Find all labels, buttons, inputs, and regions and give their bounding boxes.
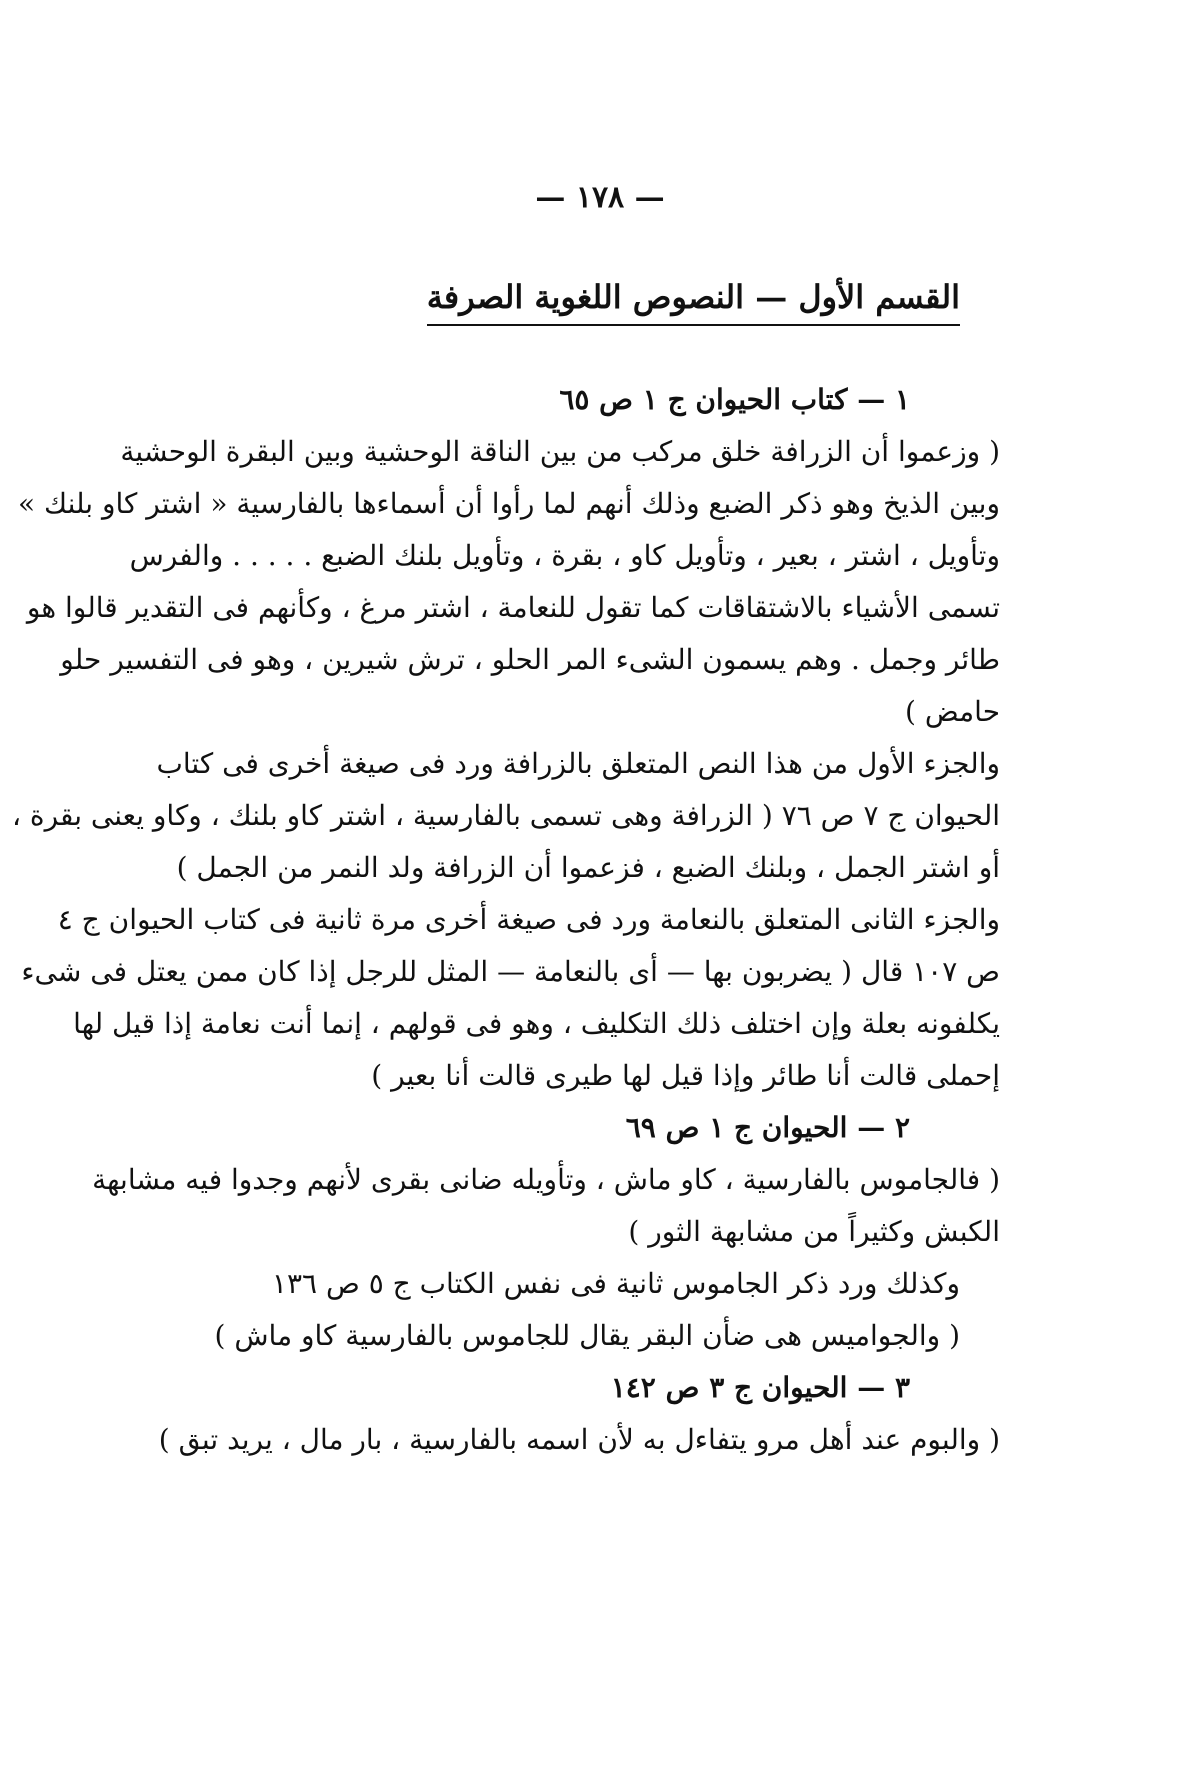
text-line: وبين الذيخ وهو ذكر الضبع وذلك أنهم لما رأوا أن أسماءها بالفارسية « اشتر كاو بلنك » [17, 487, 1000, 520]
text-line: ص ١٠٧ قال ( يضربون بها — أى بالنعامة — المثل للرجل إذا كان ممن يعتل فى شىء [21, 955, 1000, 988]
section-heading: القسم الأول — النصوص اللغوية الصرفة [427, 278, 960, 326]
text-line: والجزء الأول من هذا النص المتعلق بالزرافة ورد فى صيغة أخرى فى كتاب [156, 747, 1000, 780]
page-number: — ١٧٨ — [535, 180, 665, 215]
entry-title-3: ٣ — الحيوان ج ٣ ص ١٤٢ [610, 1371, 910, 1404]
entry-title-2: ٢ — الحيوان ج ١ ص ٦٩ [625, 1111, 910, 1144]
text-line: ( والجواميس هى ضأن البقر يقال للجاموس بالفارسية كاو ماش ) [214, 1319, 960, 1352]
text-line: ( والبوم عند أهل مرو يتفاءل به لأن اسمه بالفارسية ، بار مال ، يريد تبق ) [158, 1423, 1000, 1456]
text-line: الكبش وكثيراً من مشابهة الثور ) [628, 1215, 1000, 1248]
body-text [11, 374, 1000, 1466]
text-line: وكذلك ورد ذكر الجاموس ثانية فى نفس الكتاب ج ٥ ص ١٣٦ [271, 1267, 960, 1300]
text-line: حامض ) [905, 695, 1000, 728]
text-line: ( وزعموا أن الزرافة خلق مركب من بين الناقة الوحشية وبين البقرة الوحشية [120, 435, 1000, 468]
text-line: يكلفونه بعلة وإن اختلف ذلك التكليف ، وهو فى قولهم ، إنما أنت نعامة إذا قيل لها [73, 1007, 1000, 1040]
text-line: أو اشتر الجمل ، وبلنك الضبع ، فزعموا أن الزرافة ولد النمر من الجمل ) [176, 851, 1000, 884]
text-line: الحيوان ج ٧ ص ٧٦ ( الزرافة وهى تسمى بالفارسية ، اشتر كاو بلنك ، وكاو يعنى بقرة ، [11, 799, 1000, 832]
text-line: ( فالجاموس بالفارسية ، كاو ماش ، وتأويله ضانى بقرى لأنهم وجدوا فيه مشابهة [92, 1163, 1000, 1196]
text-line: تسمى الأشياء بالاشتقاقات كما تقول للنعامة ، اشتر مرغ ، وكأنهم فى التقدير قالوا هو [26, 591, 1000, 624]
text-line: والجزء الثانى المتعلق بالنعامة ورد فى صيغة أخرى مرة ثانية فى كتاب الحيوان ج ٤ [57, 903, 1000, 936]
text-line: إحملى قالت أنا طائر وإذا قيل لها طيرى قالت أنا بعير ) [371, 1059, 1000, 1092]
text-line: وتأويل ، اشتر ، بعير ، وتأويل كاو ، بقرة ، وتأويل بلنك الضبع . . . . . والفرس [129, 539, 1000, 572]
entry-title-1: ١ — كتاب الحيوان ج ١ ص ٦٥ [559, 383, 910, 416]
text-line: طائر وجمل . وهم يسمون الشىء المر الحلو ، ترش شيرين ، وهو فى التفسير حلو [60, 643, 1000, 676]
